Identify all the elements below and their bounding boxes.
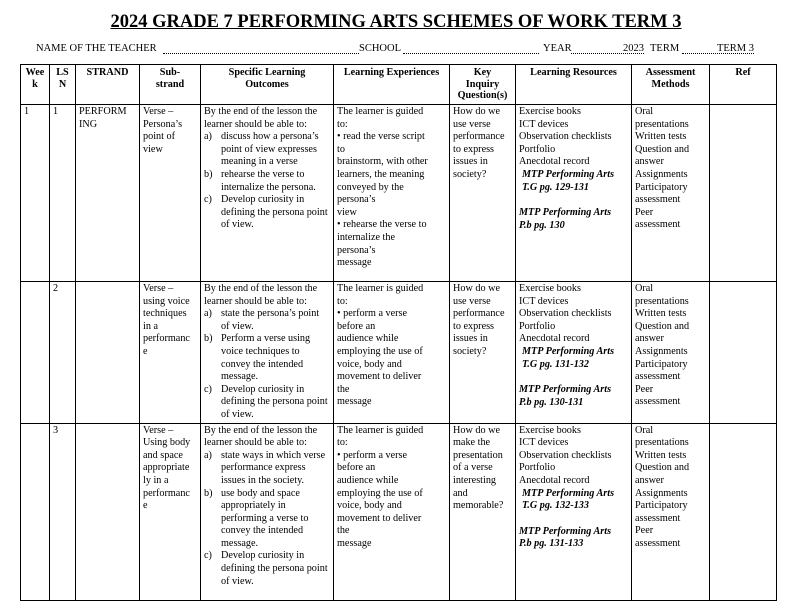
assessment-cell: Oral presentations Written tests Question and answer Assignments Participatory assessment Peer assessment [632,282,710,424]
outcomes-list [204,308,330,421]
resources-cell [516,105,632,282]
outcome-label: b) [204,333,213,345]
outcome-text: Perform a verse using voice techniques to convey the intended message. [221,333,311,383]
resources-list: Exercise books ICT devices Observation checklists Portfolio Anecdotal record [519,283,612,345]
outcome-text: state ways in which verse performance express issues in the society. [221,449,326,486]
inquiry-cell: How do we use verse performance to express issues in society? [450,282,516,424]
resources-list: Exercise books ICT devices Observation checklists Portfolio Anecdotal record [519,106,612,168]
table-row [21,282,777,424]
resources-cell [516,423,632,600]
outcome-text: rehearse the verse to internalize the persona. [221,168,316,193]
outcome-label: c) [204,550,212,562]
outcome-item [204,169,330,194]
strand-cell: PERFORM ING [76,105,140,282]
week-cell [21,423,50,600]
outcome-text: discuss how a persona’s point of view expresses meaning in a verse [221,131,319,168]
substrand-cell: Verse – Using body and space appropriate ly in a performanc e [140,423,201,600]
outcomes-intro: By the end of the lesson the learner should be able to: [204,283,318,307]
col-header-inquiry: Key Inquiry Question(s) [450,65,516,105]
outcome-item [204,308,330,333]
outcome-item [204,450,330,488]
outcome-label: a) [204,131,212,143]
lesson-cell: 3 [50,423,76,600]
outcome-item [204,550,330,588]
strand-cell [76,282,140,424]
outcome-text: use body and space appropriately in performing a verse to convey the intended message. [221,487,309,549]
outcome-label: b) [204,168,213,180]
table-row [21,105,777,282]
week-cell [21,282,50,424]
outcomes-intro: By the end of the lesson the learner should be able to: [204,106,318,130]
ref-cell [710,105,777,282]
pupils-book-ref: MTP Performing Arts P.b pg. 131-133 [519,525,612,550]
substrand-cell: Verse – Persona’s point of view [140,105,201,282]
year-label: YEAR [543,43,572,54]
school-label: SCHOOL [359,43,402,54]
term-label: TERM [650,43,680,54]
outcome-label: a) [204,449,212,461]
strand-cell [76,423,140,600]
table-row [21,423,777,600]
outcome-label: c) [204,194,212,206]
assessment-cell: Oral presentations Written tests Question and answer Assignments Participatory assessment Peer assessment [632,105,710,282]
col-header-experiences: Learning Experiences [334,65,450,105]
outcomes-cell [201,423,334,600]
col-header-strand: STRAND [76,65,140,105]
teacher-label: NAME OF THE TEACHER [36,43,157,54]
week-cell: 1 [21,105,50,282]
outcome-text: Develop curiosity in defining the persona point of view. [221,550,328,587]
experiences-cell: The learner is guided to: • perform a verse before an audience while employing the use of voice, body and movement to deliver the message [334,423,450,600]
outcome-item [204,194,330,232]
inquiry-cell: How do we use verse performance to express issues in society? [450,105,516,282]
outcome-label: c) [204,383,212,395]
col-header-substrand: Sub- strand [140,65,201,105]
outcome-text: state the persona’s point of view. [221,308,320,332]
inquiry-cell: How do we make the presentation of a verse interesting and memorable? [450,423,516,600]
outcome-label: a) [204,308,212,320]
experiences-cell: The learner is guided to: • read the verse script to brainstorm, with other learners, the meaning conveyed by the persona’s view • rehearse the verse to internalize the persona’s message [334,105,450,282]
outcome-text: Develop curiosity in defining the persona point of view. [221,194,328,231]
lesson-cell: 2 [50,282,76,424]
outcome-item [204,488,330,551]
term-value: TERM 3 [682,43,754,54]
document-title: 2024 GRADE 7 PERFORMING ARTS SCHEMES OF WORK TERM 3 [110,12,682,32]
teachers-guide-ref: MTP Performing Arts T.G pg. 131-132 [522,345,615,370]
col-header-resources: Learning Resources [516,65,632,105]
teachers-guide-ref: MTP Performing Arts T.G pg. 132-133 [522,487,615,512]
outcomes-intro: By the end of the lesson the learner should be able to: [204,424,318,449]
year-value: 2023 [571,43,644,54]
ref-cell [710,282,777,424]
outcomes-list [204,450,330,589]
resources-list: Exercise books ICT devices Observation checklists Portfolio Anecdotal record [519,424,612,486]
outcome-text: Develop curiosity in defining the persona point of view. [221,383,328,420]
col-header-lesson: LS N [50,65,76,105]
ref-cell [710,423,777,600]
outcomes-list [204,131,330,232]
substrand-cell: Verse – using voice techniques in a performanc e [140,282,201,424]
col-header-week: Wee k [21,65,50,105]
schemes-of-work-table [20,64,777,601]
col-header-outcomes: Specific Learning Outcomes [201,65,334,105]
lesson-cell: 1 [50,105,76,282]
col-header-ref: Ref [710,65,777,105]
assessment-cell: Oral presentations Written tests Question and answer Assignments Participatory assessment Peer assessment [632,423,710,600]
outcome-item [204,333,330,383]
col-header-assessment: Assessment Methods [632,65,710,105]
teacher-info-line [36,43,776,57]
teachers-guide-ref: MTP Performing Arts T.G pg. 129-131 [522,168,615,193]
pupils-book-ref: MTP Performing Arts P.b pg. 130-131 [519,384,612,408]
outcomes-cell [201,105,334,282]
pupils-book-ref: MTP Performing Arts P.b pg. 130 [519,207,612,231]
resources-cell [516,282,632,424]
outcome-label: b) [204,487,213,499]
table-header-row [21,65,777,105]
experiences-cell: The learner is guided to: • perform a verse before an audience while employing the use of voice, body and movement to deliver the message [334,282,450,424]
outcome-item [204,131,330,169]
outcomes-cell [201,282,334,424]
outcome-item [204,384,330,422]
